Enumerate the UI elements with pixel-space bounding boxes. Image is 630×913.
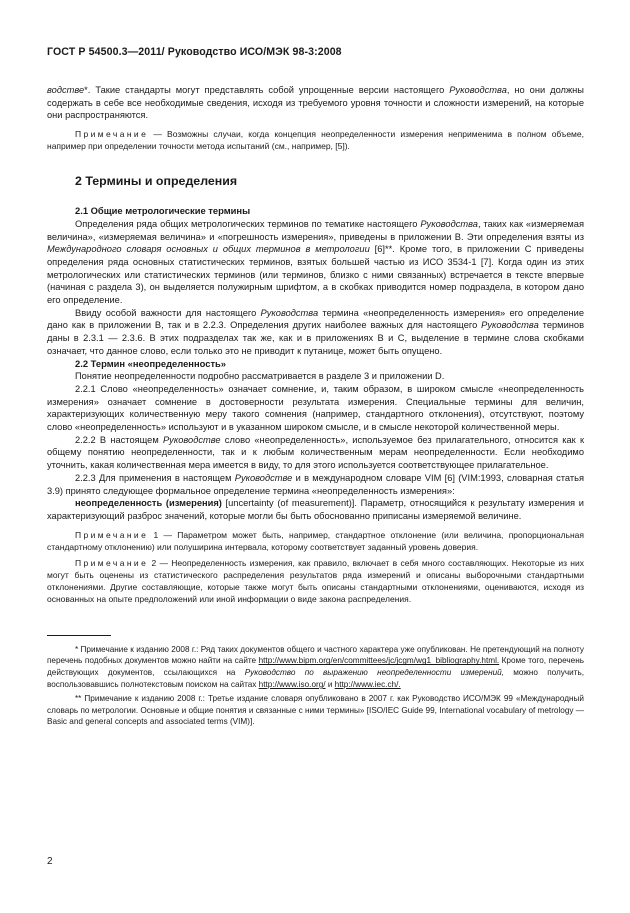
- note-number: 1: [148, 529, 159, 540]
- document-page: [47, 46, 584, 728]
- intro-em2: Руководства: [449, 85, 507, 95]
- page-number: 2: [47, 856, 53, 867]
- intro-text2: , но они должны содержать в себе все необходимые сведения, исходя из требуемого уровня точности и сложности измерений, на которые они распространяются.: [47, 85, 584, 121]
- text-run: можно получить, воспользовавшись полнотекстовым поиском на сайтах: [47, 668, 584, 690]
- document-header: ГОСТ Р 54500.3—2011/ Руководство ИСО/МЭК 98-3:2008: [47, 46, 342, 58]
- s21-paragraph-2: [47, 307, 584, 358]
- intro-text: *. Такие стандарты могут представлять собой упрощенные версии настоящего: [84, 85, 450, 95]
- note-label: Примечание: [75, 529, 149, 540]
- note-1: [47, 529, 584, 553]
- text-run: Ввиду особой важности для настоящего: [75, 307, 261, 318]
- text-run: [6]**. Кроме того, в приложении С приведены определения ряда основных статистических терминов, взятых большей частью из ИСО 3534-1 [7]. Когда один из этих метрологических или статистических терминов (или терминов, близко с ними связанных) встречается в тексте впервые (начиная с раздела 3), он выделяется полужирным шрифтом, а в скобках приводится номер подраздела, в котором дано его определение.: [47, 244, 584, 306]
- s221-paragraph: 2.2.1 Слово «неопределенность» означает сомнение, и, таким образом, в широком смысле «неопределенность измерения» означает сомнение в достоверности результата измерения. Специальные термины для величин, характеризующих количественную меру такого сомнения (например, стандартного отклонения), отсутствуют, поэтому слово «неопределенность» используют и в указанном широком смысле, и в смысле некоторой количественной меры.: [47, 383, 584, 433]
- definition-text: [uncertainty (of measurement)]. Параметр, относящийся к результату измерения и характеризующий разброс значений, которые могли бы быть обоснованно приписаны измеряемой величине.: [47, 498, 584, 521]
- text-run: термина «неопределенность измерения» его определение дано как в приложении В, так и в 2.2.3. Определения других наиболее важных для настоящего: [47, 307, 585, 331]
- definition-term: неопределенность (измерения): [75, 498, 222, 509]
- footnote-2: ** Примечание к изданию 2008 г.: Третье издание словаря опубликовано в 2007 г. как Руководство ИСО/МЭК 99 «Международный словарь по метрологии. Основные и общие понятия и связанные с ними термины» [ISO/IEC Guide 99, International vocabulary of metrology — Basic and general concepts and associated terms (VIM)].: [47, 693, 584, 727]
- iec-link[interactable]: http://www.iec.ch/.: [334, 680, 401, 690]
- footnote-1: [47, 644, 584, 691]
- em-run: Руководства: [420, 218, 478, 229]
- footnote-divider: [47, 635, 111, 636]
- text-run: 2.2.3 Для применения в настоящем: [75, 472, 235, 483]
- s21-paragraph-1: [47, 218, 584, 307]
- subsection-2-1-title: 2.1 Общие метрологические термины: [75, 205, 251, 217]
- em-run: Международного словаря основных и общих терминов в метрологии: [47, 244, 370, 255]
- bipm-link[interactable]: http://www.bipm.org/en/committees/jc/jcgm/wg1_bibliography.html.: [258, 656, 500, 666]
- s22-paragraph-1: Понятие неопределенности подробно рассматривается в разделе 3 и приложении D.: [75, 371, 445, 382]
- note-text: — Неопределенность измерения, как правило, включает в себя много составляющих. Некоторые из них могут быть оценены из статистического распределения результатов ряда измерений и описаны выборочными стандартными отклонениями. Другие составляющие, которые также могут быть описаны стандартными отклонениями, оцениваются, исходя из основанных на опыте предположений или иной информации о виде закона распределения.: [47, 557, 584, 604]
- text-run: терминов даны в 2.3.1 — 2.3.6. В этих подразделах так же, как и в приложениях В и С, выделение в термине слова скобками означает, что данное слово, если только это не приводит к путанице, может быть опущено.: [47, 320, 585, 356]
- s223-paragraph: [47, 472, 584, 497]
- em-run: Руководстве: [162, 434, 221, 445]
- text-run: и: [325, 680, 335, 690]
- em-run: Руководство по выражению неопределенности измерений,: [244, 668, 504, 678]
- em-run: Руководства: [260, 307, 319, 318]
- text-run: слово «неопределенность», используемое без прилагательного, относится как к общему понятию неопределенности, так и к любым количественным мерам неопределенности. Если необходимо уточнить, какая количественная мера имеется в виду, то для этого используется соответствующее прилагательное.: [47, 434, 585, 471]
- definition-paragraph: [47, 497, 584, 522]
- text-run: * Примечание к изданию 2008 г.: Ряд таких документов общего и частного характера уже опубликован. Не претендующий на полноту перечень подобных документов можно найти на сайте: [47, 644, 584, 666]
- note-label: Примечание: [75, 129, 149, 140]
- intro-em: водстве: [47, 85, 85, 95]
- note-0: [47, 128, 584, 152]
- s222-paragraph: [47, 434, 584, 472]
- em-run: Руководства: [481, 320, 539, 331]
- text-run: Кроме того, перечень действующих документов, ссылающихся на: [47, 656, 584, 678]
- note-text: — Возможны случаи, когда концепция неопределенности измерения неприменима в полном объеме, например при определении точности метода испытаний (см., например, [5]).: [47, 129, 584, 152]
- text-run: и в международном словаре VIM [6] (VIM:1993, словарная статья 3.9) принято следующее формальное определение термина «неопределенность измерения»:: [47, 472, 584, 496]
- text-run: , таких как «измеряемая величина», «измеряемая величина» и «погрешность измерения», приведены в приложении В. Эти определения взяты из: [47, 218, 584, 242]
- iso-link[interactable]: http://www.iso.org/: [258, 680, 326, 690]
- text-run: Определения ряда общих метрологических терминов по тематике настоящего: [75, 218, 421, 229]
- note-2: [47, 557, 584, 605]
- intro-paragraph: [47, 84, 584, 122]
- em-run: Руководстве: [234, 472, 293, 483]
- note-text: — Параметром может быть, например, стандартное отклонение (или величина, пропорциональная стандартному отклонению) или полуширина интервала, которому соответствует заданный уровень доверия.: [47, 529, 584, 552]
- text-run: 2.2.2 В настоящем: [75, 434, 163, 445]
- subsection-2-2-title: 2.2 Термин «неопределенность»: [75, 357, 227, 369]
- section-2-title: 2 Термины и определения: [75, 174, 238, 189]
- note-label: Примечание: [75, 557, 149, 568]
- note-number: 2: [148, 557, 157, 568]
